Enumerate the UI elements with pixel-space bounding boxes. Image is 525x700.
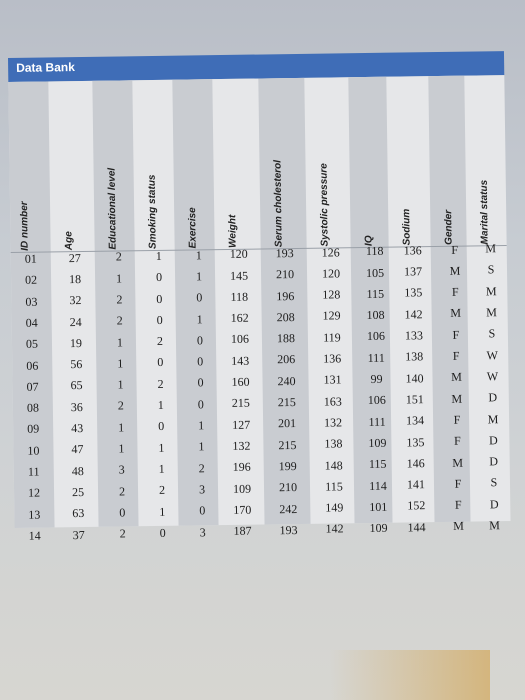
table-cell: F — [453, 433, 461, 448]
table-cell: 0 — [158, 419, 165, 434]
table-cell: 0 — [196, 333, 204, 348]
table-cell: 196 — [232, 459, 251, 475]
table-cell: 37 — [72, 527, 85, 542]
table-cell: 1 — [196, 311, 203, 326]
column-header-id-number: ID number — [19, 201, 31, 251]
table-cell: 1 — [157, 397, 164, 412]
table-cell: 126 — [321, 244, 340, 260]
table-cell: 1 — [158, 461, 165, 476]
table-cell: 0 — [156, 291, 163, 306]
table-cell: D — [488, 390, 498, 405]
table-cell: 1 — [195, 269, 203, 284]
table-body — [8, 75, 510, 543]
table-cell: 04 — [25, 315, 38, 330]
table-cell: 129 — [322, 308, 341, 324]
table-cell: 63 — [72, 506, 85, 521]
table-cell: 132 — [324, 415, 343, 430]
table-cell: 1 — [195, 247, 202, 262]
table-cell: 1 — [117, 377, 124, 392]
table-cell: 210 — [278, 480, 298, 495]
table-cell: 105 — [365, 265, 385, 280]
table-cell: 07 — [26, 379, 39, 394]
table-cell: 111 — [368, 414, 386, 429]
table-cell: 132 — [232, 438, 251, 453]
table-cell: 114 — [369, 478, 387, 493]
table-cell: 127 — [232, 417, 251, 432]
table-cell: 2 — [116, 313, 123, 328]
table-cell: 188 — [276, 331, 296, 346]
table-cell: M — [451, 369, 462, 385]
table-cell: 115 — [366, 286, 385, 301]
table-cell: S — [487, 262, 495, 277]
table-cell: 99 — [370, 371, 383, 386]
table-cell: 0 — [155, 270, 163, 285]
table-cell: 146 — [406, 456, 425, 471]
table-cell: 135 — [406, 434, 425, 450]
column-header-systolic-pressure: Systolic pressure — [318, 163, 331, 247]
table-cell: 138 — [324, 436, 343, 451]
table-cell: 109 — [369, 520, 388, 536]
table-cell: 138 — [405, 349, 424, 364]
table-cell: 0 — [159, 525, 166, 540]
table-cell: M — [453, 519, 465, 534]
table-cell: D — [489, 454, 499, 469]
table-cell: 115 — [325, 479, 343, 494]
table-cell: 06 — [26, 358, 39, 373]
column-header-marital-status: Marital status — [478, 179, 491, 245]
table-cell: 2 — [117, 398, 124, 413]
table-cell: 118 — [365, 243, 384, 259]
table-cell: 1 — [159, 504, 166, 519]
table-cell: 09 — [27, 421, 40, 437]
table-cell: 65 — [70, 378, 83, 393]
column-header-gender: Gender — [443, 209, 455, 245]
table-cell: 2 — [119, 526, 126, 541]
table-cell: 2 — [157, 376, 164, 391]
table-cell: 03 — [25, 294, 38, 309]
table-cell: 02 — [25, 272, 38, 288]
table-cell: 148 — [324, 457, 343, 473]
column-header-educational-level: Educational level — [106, 167, 119, 250]
table-cell: 215 — [277, 395, 296, 410]
table-cell: 12 — [27, 485, 41, 501]
table-cell: M — [450, 306, 462, 321]
table-cell: 3 — [198, 482, 206, 497]
table-cell: 10 — [27, 443, 40, 458]
table-cell: D — [488, 433, 498, 448]
table-cell: 0 — [196, 290, 203, 305]
table-cell: 119 — [323, 330, 341, 345]
table-cell: 193 — [275, 245, 294, 261]
table-cell: 1 — [198, 439, 205, 454]
table-cell: 201 — [278, 416, 297, 431]
table-cell: 187 — [233, 523, 252, 539]
table-cell: F — [452, 348, 460, 363]
table-cell: M — [449, 263, 461, 278]
table-cell: 14 — [28, 528, 41, 543]
table-cell: 2 — [158, 483, 166, 498]
table-cell: 2 — [116, 292, 123, 307]
table-cell: 142 — [404, 306, 423, 322]
table-cell: F — [454, 497, 462, 512]
table-cell: 120 — [229, 246, 248, 262]
table-cell: 56 — [70, 357, 83, 372]
table-cell: F — [454, 476, 462, 491]
table-cell: F — [452, 327, 460, 342]
table-cell: F — [453, 412, 461, 427]
table-cell: M — [451, 391, 463, 406]
table-cell: 149 — [325, 500, 344, 515]
table-cell: W — [486, 347, 498, 362]
table-cell: 118 — [230, 289, 249, 304]
table-cell: 109 — [368, 435, 387, 450]
table-cell: 109 — [232, 481, 252, 496]
table-cell: 1 — [155, 248, 162, 263]
column-header-sodium: Sodium — [401, 208, 413, 246]
table-cell: 08 — [26, 400, 39, 415]
table-cell: 106 — [367, 393, 386, 408]
table-cell: F — [451, 242, 459, 257]
data-bank-table — [8, 51, 511, 543]
table-cell: 1 — [116, 334, 124, 350]
column-header-weight: Weight — [227, 214, 239, 248]
table-cell: 128 — [322, 287, 341, 302]
table-cell: 170 — [233, 502, 252, 517]
table-cell: 18 — [68, 271, 82, 287]
table-cell: M — [489, 518, 500, 533]
table-cell: 1 — [115, 271, 123, 286]
table-cell: 0 — [157, 355, 164, 370]
table-cell: 142 — [325, 521, 344, 537]
column-header-age: Age — [63, 231, 75, 251]
table-cell: 2 — [118, 484, 126, 499]
table-cell: 1 — [118, 441, 125, 456]
table-cell: S — [490, 475, 498, 490]
table-cell: 3 — [199, 524, 206, 539]
table-cell: 11 — [27, 464, 40, 479]
table-cell: S — [488, 326, 496, 341]
table-cell: 141 — [406, 477, 426, 492]
table-cell: 210 — [275, 267, 295, 282]
table-cell: 0 — [197, 396, 204, 412]
table-cell: M — [487, 411, 499, 426]
table-cell: M — [486, 305, 498, 320]
table-cell: 133 — [404, 328, 424, 343]
column-header-smoking-status: Smoking status — [146, 174, 159, 250]
table-cell: 1 — [158, 440, 165, 455]
table-cell: 2 — [198, 460, 205, 475]
table-cell: 2 — [156, 334, 164, 349]
table-cell: 106 — [230, 332, 250, 347]
table-cell: 27 — [68, 250, 81, 265]
table-cell: 140 — [405, 370, 424, 386]
table-cell: 144 — [407, 519, 426, 535]
table-cell: 1 — [117, 356, 124, 371]
table-cell: 2 — [115, 249, 122, 264]
table-cell: 0 — [199, 503, 206, 518]
table-title: Data Bank — [16, 60, 75, 75]
column-header-iq: IQ — [363, 235, 375, 247]
table-cell: 134 — [406, 413, 425, 428]
table-cell: 136 — [323, 351, 342, 366]
table-cell: 193 — [279, 522, 298, 538]
table-cell: 145 — [229, 268, 249, 283]
table-cell: F — [451, 284, 459, 299]
table-cell: 111 — [367, 350, 385, 365]
table-cell: 135 — [404, 285, 423, 300]
table-cell: 43 — [71, 421, 84, 436]
table-cell: 0 — [197, 354, 204, 369]
table-cell: 05 — [25, 336, 39, 351]
table-cell: 131 — [323, 372, 342, 387]
table-cell: 143 — [231, 353, 250, 368]
table-cell: 48 — [71, 463, 84, 478]
table-cell: 163 — [323, 394, 342, 409]
table-cell: 151 — [405, 392, 424, 407]
table-cell: 32 — [69, 293, 82, 308]
table-cell: 208 — [276, 309, 295, 325]
table-cell: 1 — [198, 418, 205, 433]
table-cell: 215 — [231, 396, 250, 411]
table-cell: D — [489, 496, 499, 512]
table-cell: 206 — [277, 352, 296, 367]
table-cell: 0 — [156, 312, 163, 327]
table-cell: 240 — [277, 373, 296, 388]
table-cell: 3 — [118, 462, 125, 477]
table-cell: 199 — [278, 458, 297, 474]
table-cell: M — [485, 283, 497, 299]
table-cell: 137 — [403, 264, 423, 279]
table-cell: W — [486, 369, 499, 384]
table-cell: 13 — [28, 507, 41, 522]
table-cell: 0 — [119, 505, 126, 520]
table-cell: 160 — [231, 374, 250, 389]
table-cell: 24 — [69, 314, 82, 329]
table-cell: 0 — [197, 375, 204, 390]
column-header-exercise: Exercise — [187, 207, 199, 249]
table-cell: 196 — [276, 288, 295, 303]
table-cell: 25 — [71, 484, 85, 500]
table-cell: 242 — [279, 501, 298, 516]
table-cell: 47 — [71, 442, 84, 457]
table-cell: 101 — [369, 499, 388, 514]
table-cell: 1 — [118, 420, 125, 435]
bottom-edge-glare — [330, 650, 490, 700]
table-cell: 01 — [24, 251, 37, 266]
table-cell: 106 — [366, 329, 386, 344]
column-header-serum-cholesterol: Serum cholesterol — [272, 159, 285, 248]
table-cell: 108 — [366, 307, 385, 323]
table-cell: 120 — [321, 266, 341, 281]
table-cell: M — [452, 455, 464, 470]
table-cell: 152 — [407, 498, 426, 513]
table-cell: 136 — [403, 243, 422, 258]
table-cell: M — [485, 241, 497, 256]
table-cell: 162 — [230, 310, 249, 326]
table-cell: 215 — [278, 437, 297, 452]
table-cell: 115 — [368, 456, 387, 472]
table-cell: 36 — [70, 399, 83, 414]
table-cell: 19 — [69, 335, 83, 351]
